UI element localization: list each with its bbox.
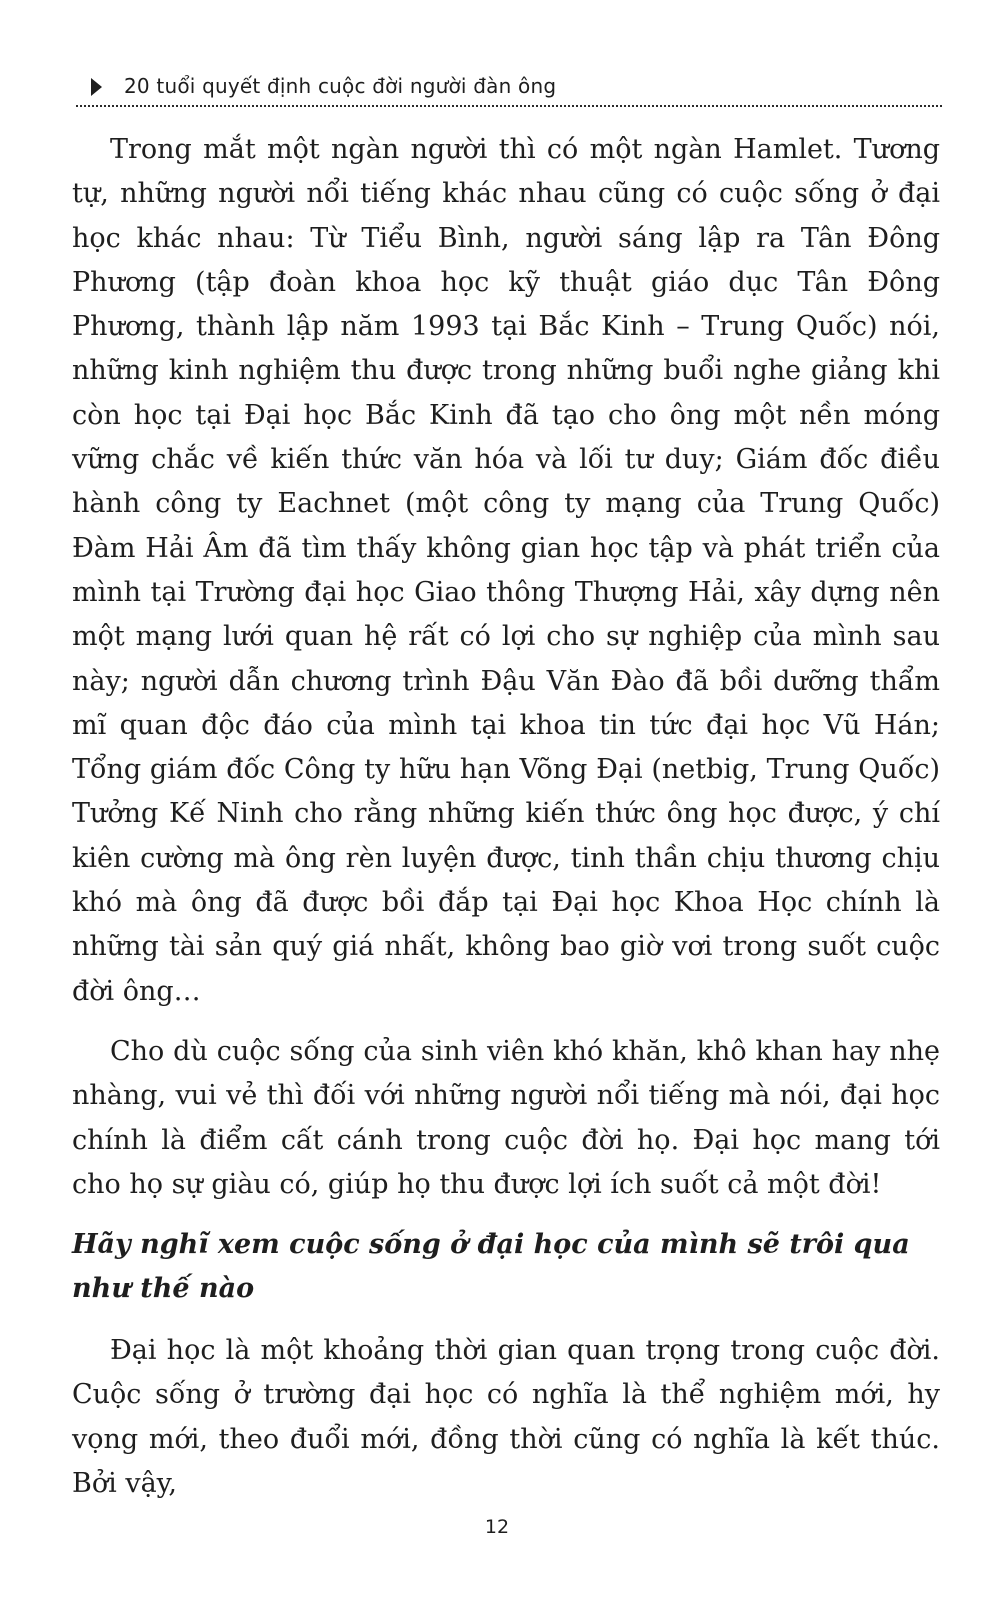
- section-heading: Hãy nghĩ xem cuộc sống ở đại học của mình sẽ trôi qua như thế nào: [72, 1229, 910, 1305]
- paragraph-2: Cho dù cuộc sống của sinh viên khó khăn, khô khan hay nhẹ nhàng, vui vẻ thì đối với những người nổi tiếng mà nói, đại học chính là điểm cất cánh trong cuộc đời họ. Đại học mang tới cho họ sự giàu có, giúp họ thu được lợi ích suốt cả một đời!: [72, 1035, 940, 1200]
- page-number: 12: [484, 1516, 510, 1538]
- play-triangle-icon: [91, 78, 102, 96]
- paragraph-3: Đại học là một khoảng thời gian quan trọng trong cuộc đời. Cuộc sống ở trường đại học có nghĩa là thể nghiệm mới, hy vọng mới, theo đuổi mới, đồng thời cũng có nghĩa là kết thúc. Bởi vậy,: [72, 1335, 940, 1500]
- paragraph-1: Trong mắt một ngàn người thì có một ngàn Hamlet. Tương tự, những người nổi tiếng khác nhau cũng có cuộc sống ở đại học khác nhau: Từ Tiểu Bình, người sáng lập ra Tân Đông Phương (tập đoàn khoa học kỹ thuật giáo dục Tân Đông Phương, thành lập năm 1993 tại Bắc Kinh – Trung Quốc) nói, những kinh nghiệm thu được trong những buổi nghe giảng khi còn học tại Đại học Bắc Kinh đã tạo cho ông một nền móng vững chắc về kiến thức văn hóa và lối tư duy; Giám đốc điều hành công ty Eachnet (một công ty mạng của Trung Quốc) Đàm Hải Âm đã tìm thấy không gian học tập và phát triển của mình tại Trường đại học Giao thông Thượng Hải, xây dựng nên một mạng lưới quan hệ rất có lợi cho sự nghiệp của mình sau này; người dẫn chương trình Đậu Văn Đào đã bồi dưỡng thẩm mĩ quan độc đáo của mình tại khoa tin tức đại học Vũ Hán; Tổng giám đốc Công ty hữu hạn Võng Đại (netbig, Trung Quốc) Tưởng Kế Ninh cho rằng những kiến thức ông học được, ý chí kiên cường mà ông rèn luyện được, tinh thần chịu thương chịu khó mà ông đã được bồi đắp tại Đại học Khoa Học chính là những tài sản quý giá nhất, không bao giờ vơi trong suốt cuộc đời ông…: [72, 134, 940, 1007]
- page-body: [72, 128, 940, 1506]
- book-title: 20 tuổi quyết định cuộc đời người đàn ông: [124, 74, 557, 98]
- running-header: [76, 74, 942, 108]
- header-dotted-rule: [76, 105, 942, 107]
